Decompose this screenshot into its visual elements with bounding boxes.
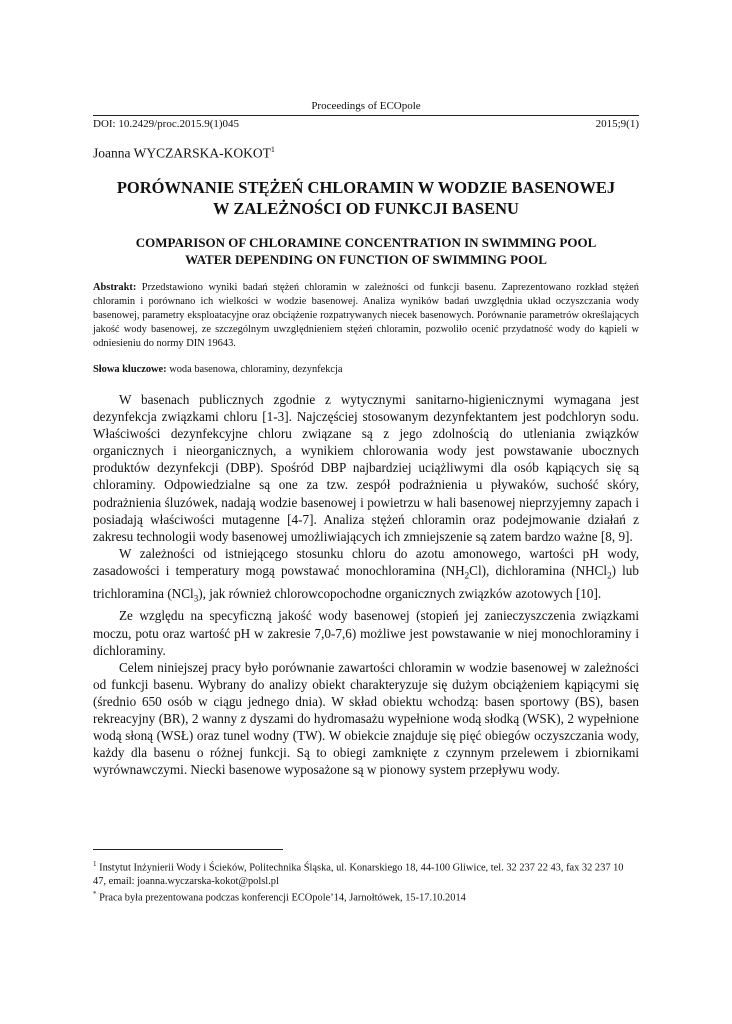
footnote-1-mark: 1 [93, 860, 97, 868]
body-text [93, 391, 639, 778]
author [93, 145, 275, 162]
title-english-line1: COMPARISON OF CHLORAMINE CONCENTRATION IN SWIMMING POOL [135, 235, 597, 250]
title-polish [93, 177, 639, 219]
volume: 2015;9(1) [595, 118, 639, 130]
footnote-rule [93, 849, 283, 850]
title-english-line2: WATER DEPENDING ON FUNCTION OF SWIMMING POOL [185, 252, 547, 267]
title-polish-line1: PORÓWNANIE STĘŻEŃ CHLORAMIN W WODZIE BASENOWEJ [116, 178, 616, 197]
keywords-label: Słowa kluczowe: [93, 364, 167, 375]
header-rule [93, 115, 639, 116]
footnote-2-mark: * [93, 890, 97, 899]
keywords [93, 364, 639, 375]
keywords-text: woda basenowa, chloraminy, dezynfekcja [169, 364, 343, 375]
footnote-2-text: Praca była prezentowana podczas konferencji ECOpole’14, Jarnołtówek, 15-17.10.2014 [99, 892, 466, 904]
p2-part-c: ) lub trichloramina (NCl [93, 562, 639, 601]
footnote-1-text: Instytut Inżynierii Wody i Ścieków, Politechnika Śląska, ul. Konarskiego 18, 44-100 Gliwice, tel. 32 237 22 43, fax 32 237 10 47, email: joanna.wyczarska-kokot@polsl.pl [93, 862, 624, 887]
p2-part-d: ), jak również chlorowcopochodne organicznych związków azotowych [10]. [198, 585, 602, 601]
footnote-2 [93, 888, 639, 905]
title-english [93, 234, 639, 268]
doi-line [93, 118, 639, 130]
abstract-label: Abstrakt: [93, 282, 137, 293]
author-footnote-mark: 1 [270, 145, 275, 154]
title-polish-line2: W ZALEŻNOŚCI OD FUNKCJI BASENU [213, 199, 519, 218]
p2-sub2: 2 [607, 570, 612, 581]
p2-part-b: Cl), dichloramina (NHCl [469, 562, 608, 578]
abstract [93, 281, 639, 351]
doi: DOI: 10.2429/proc.2015.9(1)045 [93, 118, 240, 130]
abstract-text: Przedstawiono wyniki badań stężeń chloramin w zależności od funkcji basenu. Zaprezentowano rozkład stężeń chloramin i porównano ich wielkości w wodzie basenowej. Analiza wyników badań uwzględnia układ oczyszczania wody basenowej, parametry eksploatacyjne oraz obciążenie rozpatrywanych niecek basenowych. Porównanie parametrów określających jakość wody basenowej, ze szczególnym uwzględnieniem stężeń chloramin, pozwoliło ocenić przydatność wody do kąpieli w odniesieniu do normy DIN 19643. [93, 282, 639, 349]
p2-part-a: W zależności od istniejącego stosunku chloru do azotu amonowego, wartości pH wody, zasadowości i temperatury mogą powstawać monochloramina (NH [93, 545, 639, 578]
paragraph-2 [93, 545, 639, 608]
paragraph-3: Ze względu na specyficzną jakość wody basenowej (stopień jej zanieczyszczenia związkami moczu, potu oraz wartość pH w zakresie 7,0-7,6) możliwe jest powstawanie w niej monochloraminy i dichloraminy. [93, 608, 639, 658]
paragraph-1: W basenach publicznych zgodnie z wytycznymi sanitarno-higienicznymi wymagana jest dezynfekcja związkami chloru [1-3]. Najczęściej stosowanym dezynfektantem jest podchloryn sodu. Właściwości dezynfekcyjne chloru związane są z jego zdolnością do utleniania związków organicznych i nieorganicznych, a wynikiem chlorowania wody jest powstawanie ubocznych produktów dezynfekcji (DBP). Spośród DBP najbardziej uciążliwymi dla osób kąpiących się są chloraminy. Odpowiedzialne są one za tzw. zespół podrażnienia u pływaków, suchość skóry, podrażnienia śluzówek, nadają wodzie basenowej i powietrzu w hali basenowej nieprzyjemny zapach i posiadają właściwości mutagenne [4-7]. Analiza stężeń chloramin oraz podejmowanie działań z zakresu technologii wody basenowej umożliwiających ich zmniejszenie są zatem bardzo ważne [8, 9]. [93, 392, 639, 544]
running-title: Proceedings of ECOpole [311, 100, 421, 112]
p2-sub3: 3 [193, 593, 199, 604]
paragraph-4: Celem niniejszej pracy było porównanie zawartości chloramin w wodzie basenowej w zależności od funkcji basenu. Wybrany do analizy obiekt charakteryzuje się dużym obciążeniem kąpiącymi się (średnio 650 osób w ciągu jednego dnia). W skład obiektu wchodzą: basen sportowy (BS), basen rekreacyjny (BR), 2 wanny z dyszami do hydromasażu wypełnione wodą słodką (WSK), 2 wypełnione wodą słoną (WSŁ) oraz tunel wodny (TW). W obiekcie znajduje się pięć obiegów oczyszczania wody, każdy dla basenu o różnej funkcji. Są to obiegi zamknięte z czynnym przelewem i zbiornikami wyrównawczymi. Niecki basenowe wyposażone są w pionowy system przepływu wody. [93, 659, 639, 778]
author-name: Joanna WYCZARSKA-KOKOT [93, 145, 271, 161]
footnote-1 [93, 858, 639, 888]
footnotes [93, 858, 639, 905]
p2-sub1: 2 [464, 570, 470, 581]
